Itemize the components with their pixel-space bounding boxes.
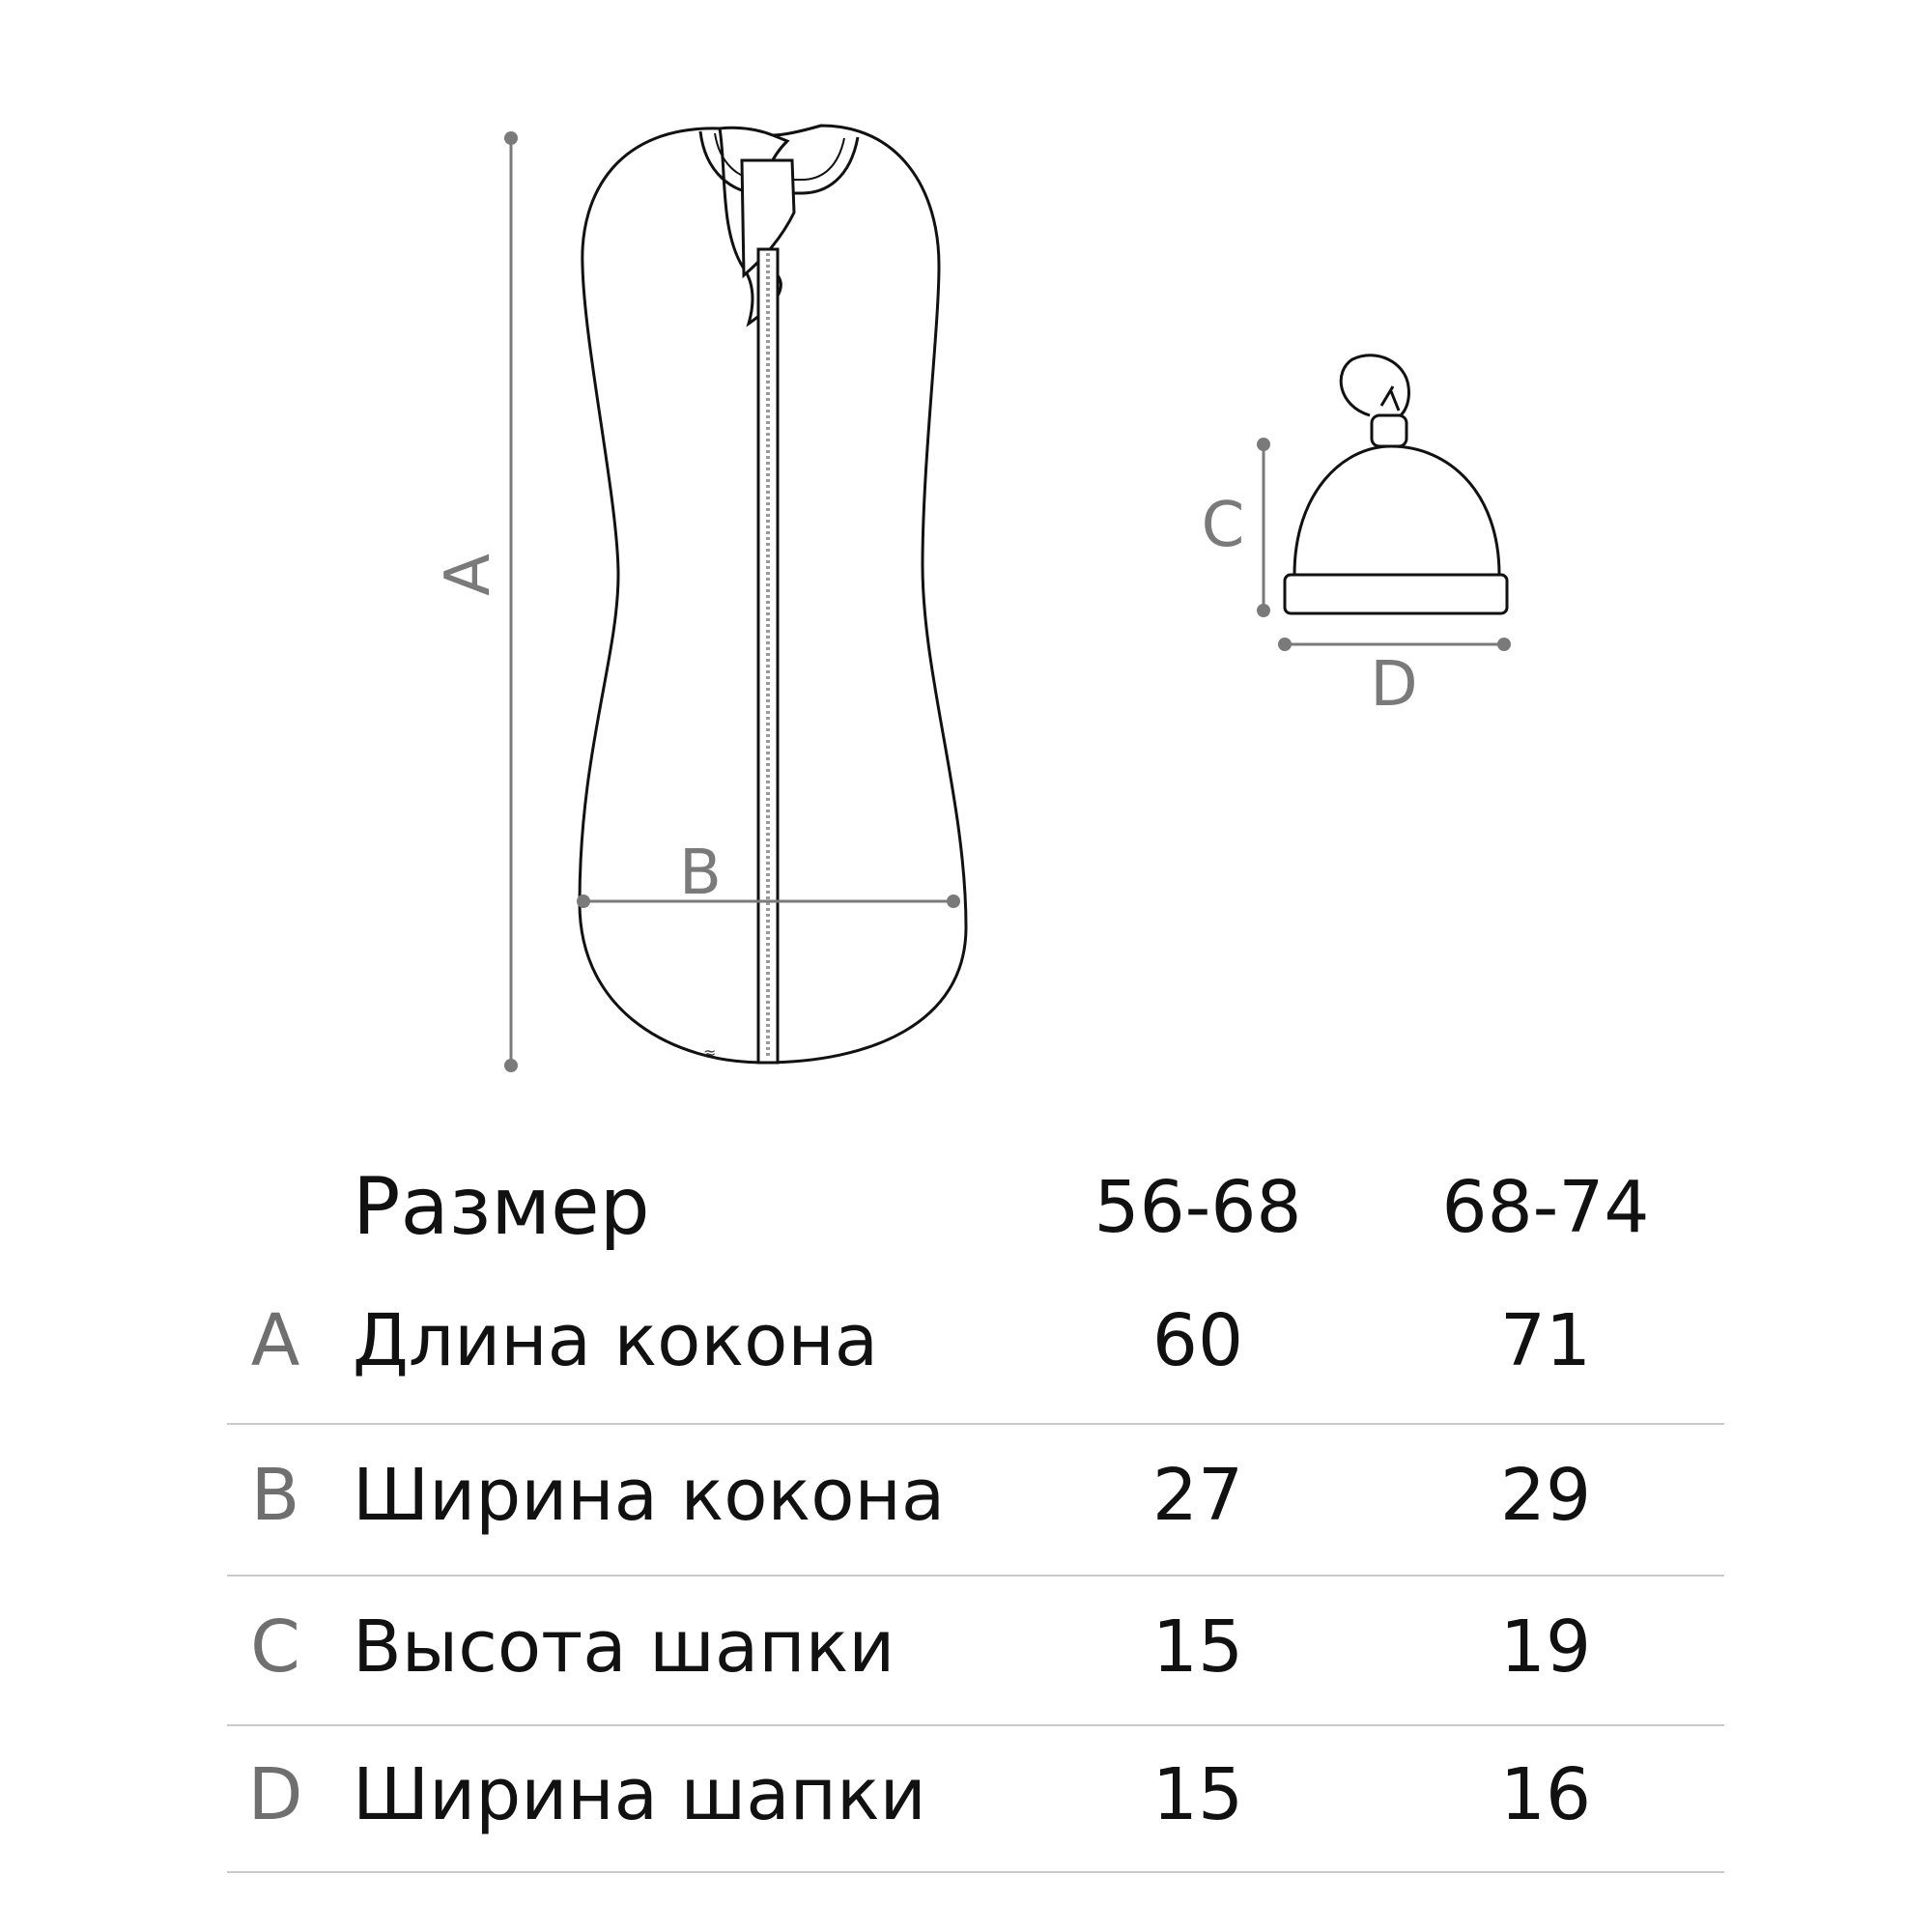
size-header-label: Размер [353,1161,650,1253]
row-b-letter: B [250,1454,300,1537]
dimension-c-label: C [1201,490,1245,561]
row-c-value-col2: 19 [1499,1605,1592,1689]
row-c-name: Высота шапки [353,1605,895,1689]
row-b-value-col2: 29 [1499,1454,1592,1537]
row-divider [227,1724,1724,1726]
row-b-value-col1: 27 [1151,1454,1244,1537]
row-d-letter: D [247,1753,303,1836]
svg-text:≈: ≈ [703,1043,717,1062]
row-divider [227,1871,1724,1873]
row-a-value-col2: 71 [1499,1299,1592,1382]
row-a-name: Длина кокона [353,1299,879,1382]
row-d-value-col2: 16 [1499,1753,1592,1836]
dimension-d-label: D [1370,649,1418,721]
dimension-b-label: B [679,838,722,909]
size-header-col2: 68-74 [1441,1166,1650,1249]
size-header-col1: 56-68 [1094,1166,1302,1249]
row-c-letter: C [250,1605,300,1689]
row-a-value-col1: 60 [1151,1299,1244,1382]
row-d-value-col1: 15 [1151,1753,1244,1836]
row-divider [227,1575,1724,1577]
dimension-a-label: A [433,554,504,596]
row-b-name: Ширина кокона [353,1454,946,1537]
row-divider [227,1423,1724,1425]
row-d-name: Ширина шапки [353,1753,926,1836]
row-c-value-col1: 15 [1151,1605,1244,1689]
row-a-letter: A [250,1299,300,1382]
